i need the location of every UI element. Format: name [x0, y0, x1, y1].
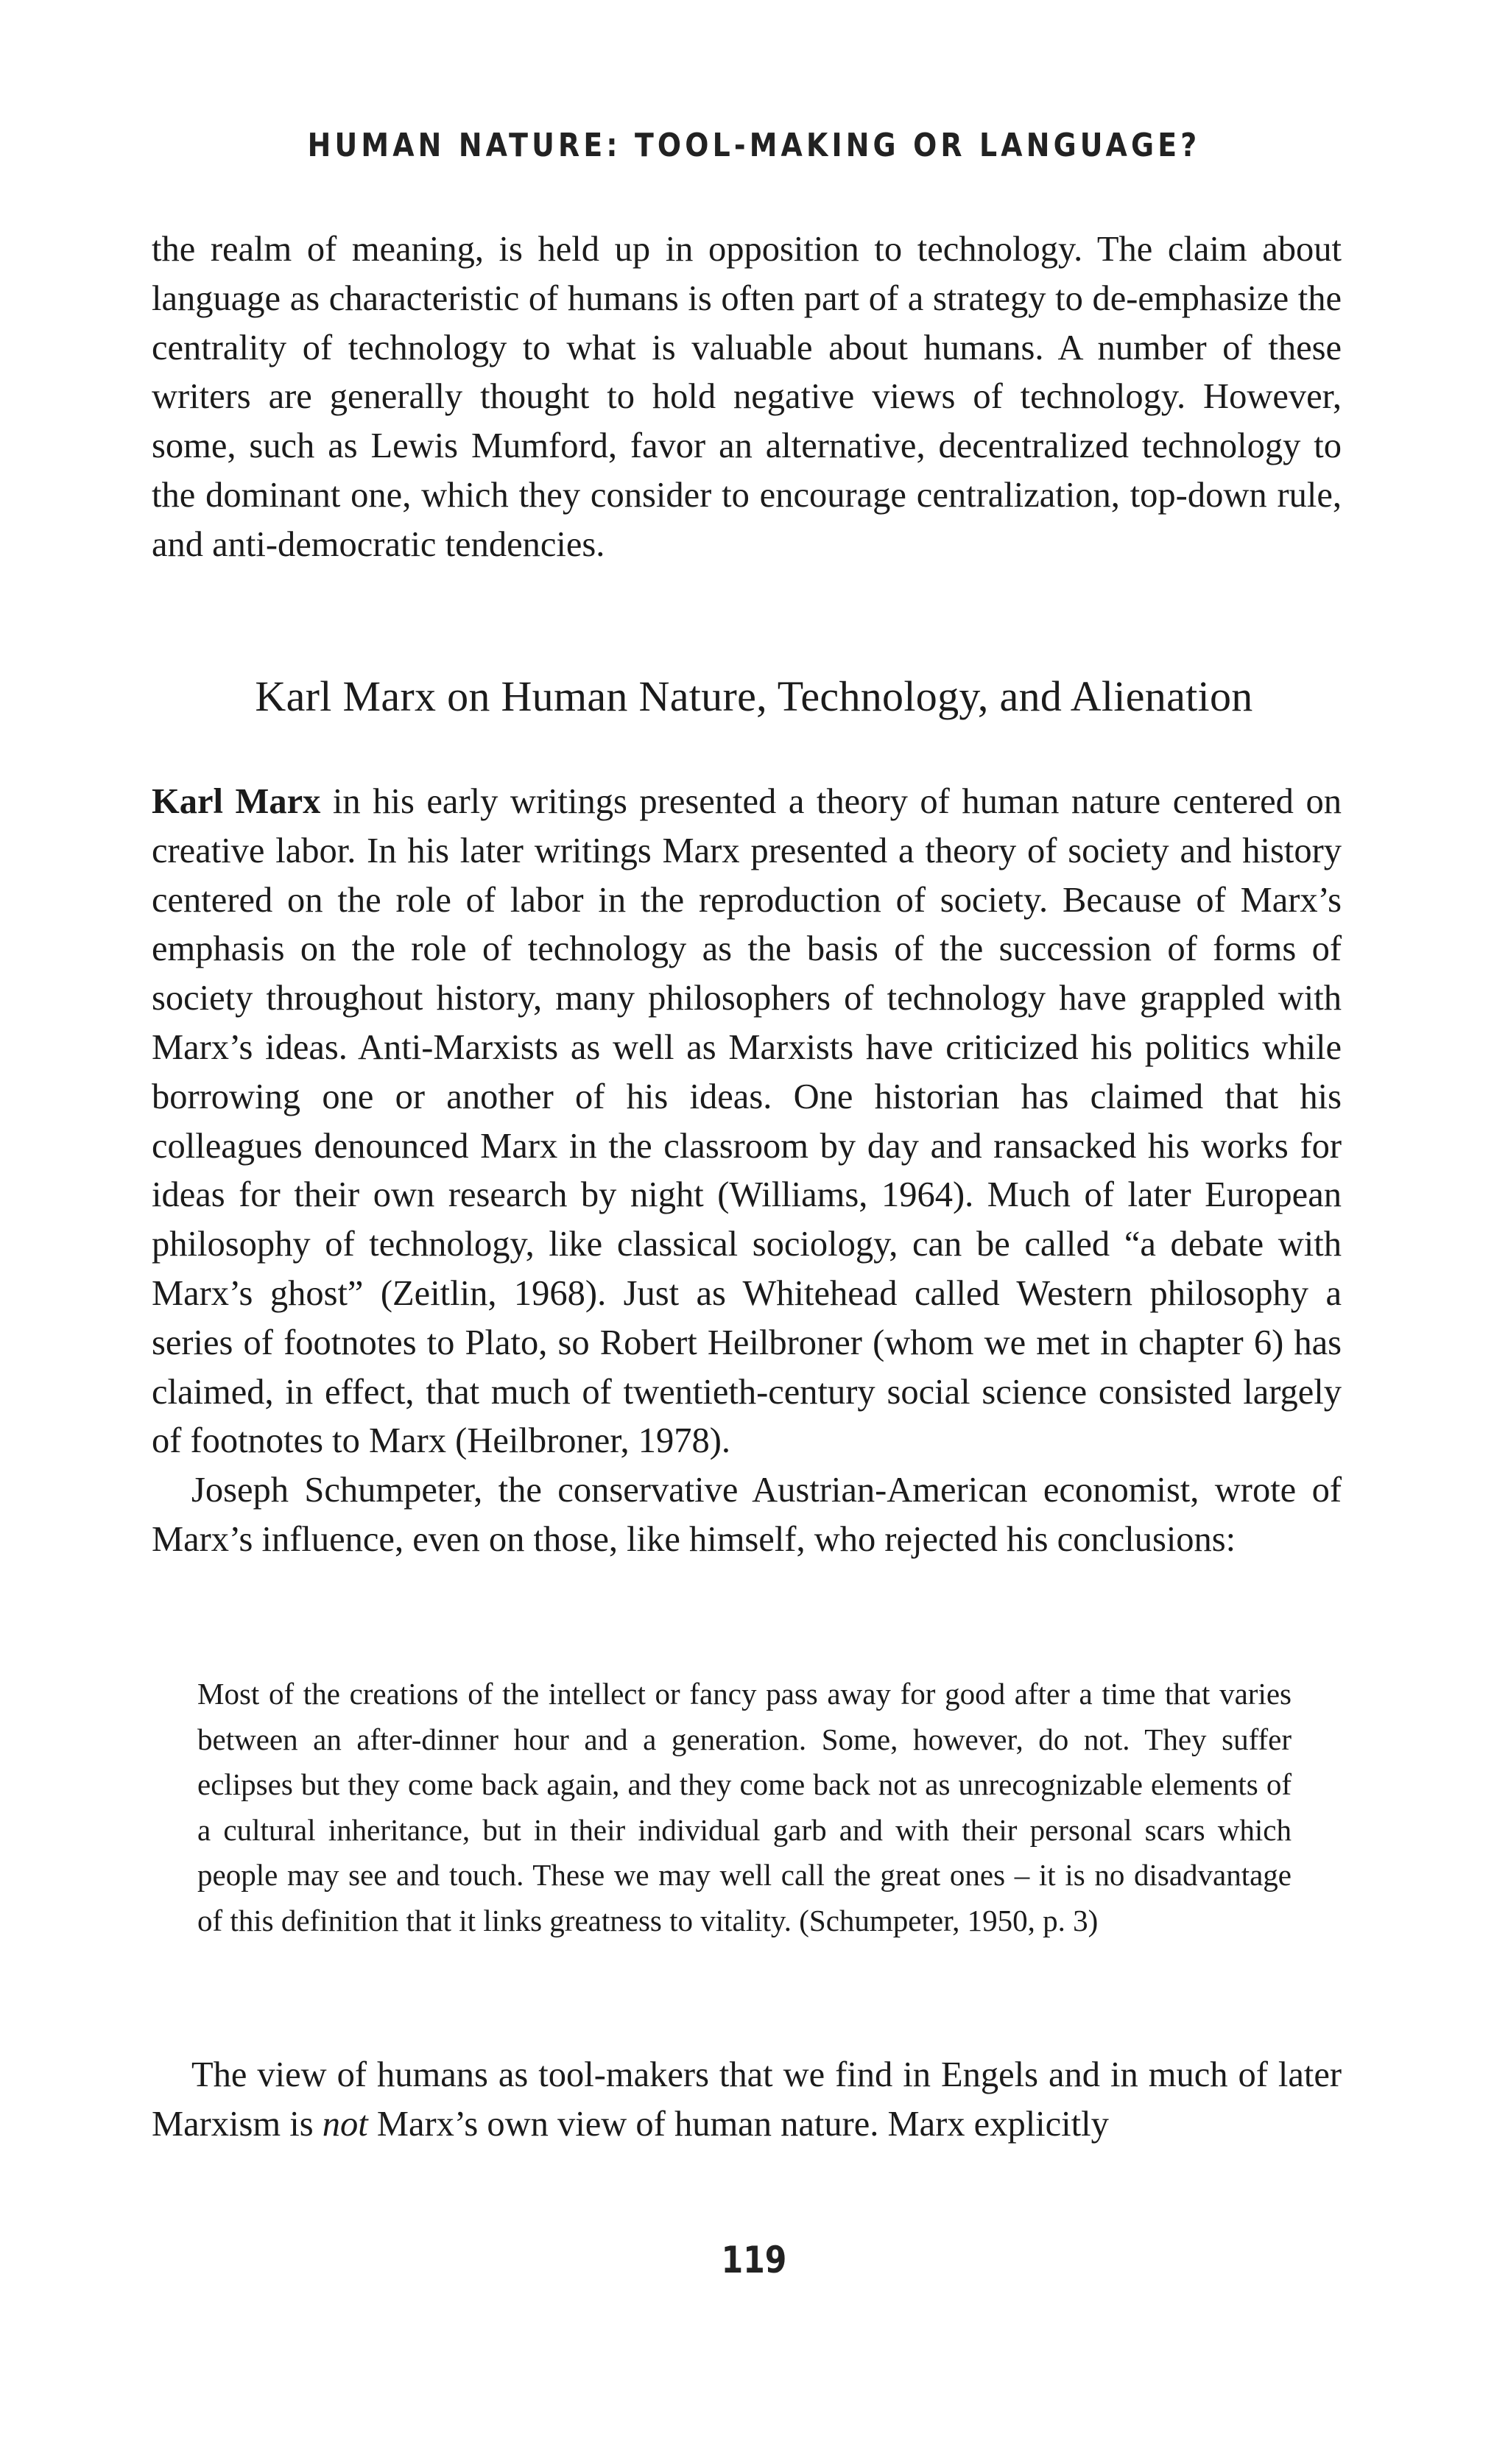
final-paragraph [152, 2051, 1342, 2150]
block-quote [197, 1672, 1292, 1943]
quote-text: Most of the creations of the intellect or fancy pass away for good after a time that varies between an after-dinner hour and a generation. Some, however, do not. They suffer eclipses but they come back again, and they come back not as unrecognizable elements of a cultural inheritance, but in their individual garb and with their personal scars which people may see and touch. These we may well call the great ones – it is no disadvantage of this definition that it links greatness to vitality. (Schumpeter, 1950, p. 3) [197, 1677, 1292, 1937]
paragraph-text-after: Marx’s own view of human nature. Marx explicitly [367, 2104, 1109, 2144]
section-paragraph-1 [152, 778, 1342, 1466]
paragraph-text-before: The view of humans as tool-makers that we find in Engels and in much of later Marxism is [152, 2055, 1342, 2144]
section-heading: Karl Marx on Human Nature, Technology, and Alienation [255, 672, 1253, 720]
author-name: Karl Marx [152, 782, 321, 821]
running-head: HUMAN NATURE: TOOL-MAKING OR LANGUAGE? [307, 127, 1201, 164]
section-body [152, 778, 1342, 1565]
section-paragraph-2: Joseph Schumpeter, the conservative Austrian-American economist, wrote of Marx’s influence, even on those, like himself, who rejected his conclusions: [152, 1471, 1342, 1559]
page-number: 119 [721, 2239, 787, 2281]
emphasis-text: not [322, 2104, 368, 2144]
final-paragraph-text [152, 2051, 1342, 2150]
body-paragraph [152, 225, 1342, 570]
paragraph-text: in his early writings presented a theory of human nature centered on creative labor. In his later writings Marx presented a theory of society and history centered on the role of labor in the reproduction of society. Because of Marx’s emphasis on the role of technology as the basis of the succession of forms of society throughout history, many philosophers of technology have grappled with Marx’s ideas. Anti-Marxists as well as Marxists have criticized his politics while borrowing one or another of his ideas. One historian has claimed that his colleagues denounced Marx in the classroom by day and ransacked his works for ideas for their own research by night (Williams, 1964). Much of later European philosophy of technology, like classical sociology, can be called “a debate with Marx’s ghost” (Zeitlin, 1968). Just as Whitehead called Western philosophy a series of footnotes to Plato, so Robert Heilbroner (whom we met in chapter 6) has claimed, in effect, that much of twentieth-century social science consisted largely of footnotes to Marx (Heilbroner, 1978). [152, 782, 1342, 1461]
paragraph-text: the realm of meaning, is held up in opposition to technology. The claim about language as characteristic of humans is often part of a strategy to de-emphasize the centrality of technology to what is valuable about humans. A number of these writers are generally thought to hold negative views of technology. However, some, such as Lewis Mumford, favor an alternative, decentralized technology to the dominant one, which they consider to encourage centralization, top-down rule, and anti-democratic tendencies. [152, 230, 1342, 564]
